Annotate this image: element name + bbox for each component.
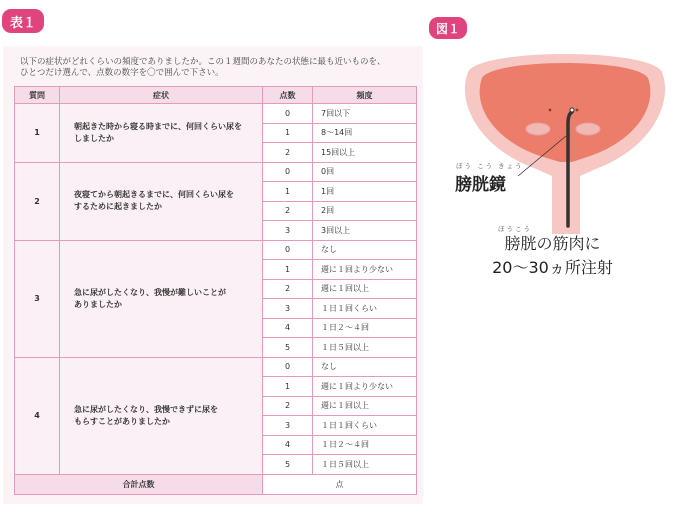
header-frequency: 頻度 <box>313 87 417 104</box>
question-text: 夜寝てから朝起きるまでに、何回くらい尿を するために起きましたか <box>60 162 263 240</box>
frequency-cell: 週に１回以上 <box>313 396 417 416</box>
score-cell: 2 <box>263 201 313 221</box>
frequency-cell: 0回 <box>313 162 417 182</box>
score-cell: 1 <box>263 260 313 280</box>
score-cell: 3 <box>263 221 313 241</box>
score-cell: 0 <box>263 240 313 260</box>
table-row <box>15 240 417 260</box>
frequency-cell: なし <box>313 240 417 260</box>
frequency-cell: 2回 <box>313 201 417 221</box>
score-cell: 5 <box>263 338 313 358</box>
question-number: 1 <box>15 104 60 163</box>
score-cell: 3 <box>263 416 313 436</box>
score-cell: 4 <box>263 318 313 338</box>
ureter-opening-right <box>576 109 579 112</box>
header-question-number: 質問 <box>15 87 60 104</box>
score-cell: 0 <box>263 162 313 182</box>
frequency-cell: １日２〜４回 <box>313 435 417 455</box>
frequency-cell: 週に１回より少ない <box>313 260 417 280</box>
questionnaire-panel <box>3 46 423 504</box>
score-cell: 1 <box>263 123 313 143</box>
score-cell: 2 <box>263 279 313 299</box>
score-cell: 1 <box>263 377 313 397</box>
question-text: 急に尿がしたくなり、我慢が難しいことが ありましたか <box>60 240 263 357</box>
score-cell: 0 <box>263 104 313 124</box>
frequency-cell: １日５回以上 <box>313 455 417 475</box>
score-cell: 3 <box>263 299 313 319</box>
header-symptom: 症状 <box>60 87 263 104</box>
score-cell: 2 <box>263 396 313 416</box>
frequency-cell: 1回 <box>313 182 417 202</box>
score-cell: 1 <box>263 182 313 202</box>
frequency-cell: なし <box>313 357 417 377</box>
question-number: 3 <box>15 240 60 357</box>
cystoscope-ruby: ぼう こう きょう <box>456 162 524 170</box>
score-cell: 4 <box>263 435 313 455</box>
score-cell: 2 <box>263 143 313 163</box>
total-label: 合計点数 <box>15 474 263 494</box>
questions-body <box>15 104 417 475</box>
total-unit: 点 <box>263 474 417 494</box>
frequency-cell: 3回以上 <box>313 221 417 241</box>
table-badge: 表１ <box>2 9 44 33</box>
frequency-cell: １日５回以上 <box>313 338 417 358</box>
frequency-cell: １日２〜４回 <box>313 318 417 338</box>
question-text: 急に尿がしたくなり、我慢できずに尿を もらすことがありましたか <box>60 357 263 474</box>
symptom-score-table <box>14 86 417 495</box>
score-cell: 5 <box>263 455 313 475</box>
instructions-text: 以下の症状がどれくらいの頻度でありましたか。この１週間のあなたの状態に最も近いものを、 ひとつだけ選んで、点数の数字を〇で囲んで下さい。 <box>20 57 386 78</box>
figure-badge: 図１ <box>429 17 467 39</box>
frequency-cell: 7回以下 <box>313 104 417 124</box>
scope-tip <box>570 108 574 112</box>
injection-area-right <box>576 123 600 135</box>
table-row <box>15 104 417 124</box>
figure-caption: 膀胱の筋肉に 20〜30ヵ所注射 <box>492 234 613 277</box>
frequency-cell: 8〜14回 <box>313 123 417 143</box>
header-score: 点数 <box>263 87 313 104</box>
question-number: 2 <box>15 162 60 240</box>
cystoscope-label: 膀胱鏡 <box>455 175 506 195</box>
frequency-cell: 15回以上 <box>313 143 417 163</box>
question-number: 4 <box>15 357 60 474</box>
header-row <box>15 87 417 104</box>
caption-ruby: ぼうこう <box>498 225 532 233</box>
frequency-cell: １日１回くらい <box>313 299 417 319</box>
question-text: 朝起きた時から寝る時までに、何回くらい尿を しましたか <box>60 104 263 163</box>
score-cell: 0 <box>263 357 313 377</box>
total-row <box>15 474 417 494</box>
frequency-cell: １日１回くらい <box>313 416 417 436</box>
table-row <box>15 357 417 377</box>
injection-area-left <box>526 123 550 135</box>
bladder-illustration <box>460 44 670 234</box>
frequency-cell: 週に１回以上 <box>313 279 417 299</box>
table-row <box>15 162 417 182</box>
frequency-cell: 週に１回より少ない <box>313 377 417 397</box>
ureter-opening-left <box>549 109 552 112</box>
